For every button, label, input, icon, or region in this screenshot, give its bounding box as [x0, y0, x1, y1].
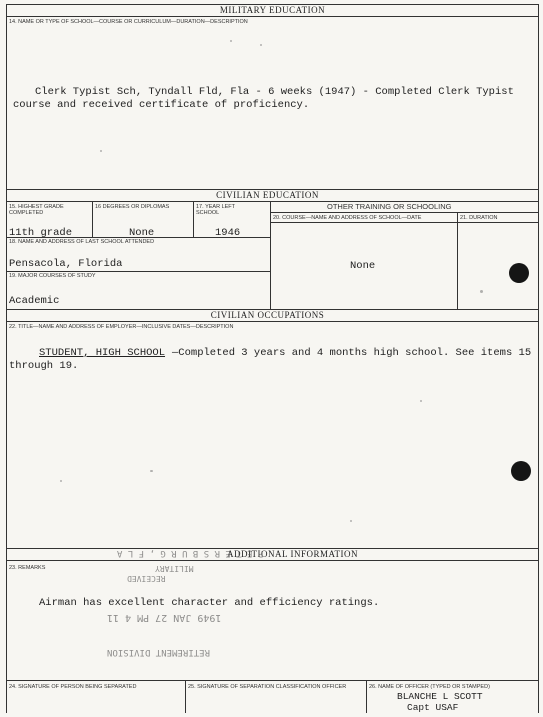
- field-22-label: 22. TITLE—NAME AND ADDRESS OF EMPLOYER—INCLUSIVE DATES—DESCRIPTION: [9, 324, 234, 330]
- paper-speck: [100, 150, 102, 152]
- field-16-label: 16 DEGREES OR DIPLOMAS: [95, 204, 170, 210]
- civilian-occupations-title: CIVILIAN OCCUPATIONS: [210, 310, 325, 320]
- received-stamp-date: 1949 JAN 27 PM 4 11: [107, 612, 222, 623]
- other-training-title: OTHER TRAINING OR SCHOOLING: [327, 202, 452, 211]
- officer-rank: Capt USAF: [407, 702, 459, 713]
- divider: [270, 222, 538, 223]
- field-23-label: 23. REMARKS: [9, 565, 46, 571]
- military-education-line-2: course and received certificate of proficiency.: [13, 99, 310, 111]
- received-stamp-top: P E T E R S B U R G , F L A: [117, 548, 264, 558]
- binder-hole-icon: [509, 263, 529, 283]
- paper-speck: [60, 480, 62, 482]
- field-20-label: 20. COURSE—NAME AND ADDRESS OF SCHOOL—DATE: [273, 215, 422, 221]
- field-15-value: 11th grade: [9, 227, 73, 239]
- military-education-line-1: Clerk Typist Sch, Tyndall Fld, Fla - 6 weeks (1947) - Completed Clerk Typist: [35, 86, 514, 98]
- divider: [7, 560, 538, 561]
- binder-hole-icon: [511, 461, 531, 481]
- field-19-value: Academic: [9, 295, 60, 307]
- occupation-description-line-2: through 19.: [9, 360, 79, 372]
- field-14-label: 14. NAME OR TYPE OF SCHOOL—COURSE OR CURRICULUM—DURATION—DESCRIPTION: [9, 19, 248, 25]
- occupation-description-line-1: —Completed 3 years and 4 months high school. See items 15: [172, 347, 532, 359]
- received-stamp-line-b: RECEIVED: [127, 574, 166, 583]
- divider: [185, 680, 186, 713]
- paper-speck: [420, 400, 422, 402]
- divider: [366, 680, 367, 713]
- field-24-label: 24. SIGNATURE OF PERSON BEING SEPARATED: [9, 684, 137, 690]
- divider: [7, 680, 538, 681]
- officer-name: BLANCHE L SCOTT: [397, 691, 483, 702]
- received-stamp-bottom: RETIREMENT DIVISION: [107, 647, 210, 657]
- paper-speck: [150, 470, 153, 472]
- divider: [270, 201, 271, 309]
- field-21-label: 21. DURATION: [460, 215, 498, 221]
- paper-speck: [350, 520, 352, 522]
- civilian-education-title: CIVILIAN EDUCATION: [216, 190, 319, 200]
- additional-information-title: ADDITIONAL INFORMATION: [227, 549, 358, 559]
- divider: [270, 212, 538, 213]
- divider: [457, 212, 458, 309]
- paper-speck: [260, 44, 262, 46]
- field-15-label: 15. HIGHEST GRADE COMPLETED: [9, 204, 64, 216]
- divider: [193, 201, 194, 237]
- received-stamp-line-a: MILITARY: [155, 564, 194, 573]
- divider: [7, 201, 538, 202]
- field-17-value: 1946: [215, 227, 241, 239]
- divider: [7, 16, 538, 17]
- field-18-value: Pensacola, Florida: [9, 258, 123, 270]
- remarks-text: Airman has excellent character and efficiency ratings.: [39, 597, 380, 609]
- field-18-label: 18. NAME AND ADDRESS OF LAST SCHOOL ATTENDED: [9, 239, 155, 245]
- field-16-value: None: [129, 227, 155, 239]
- paper-speck: [480, 290, 483, 293]
- military-education-title: MILITARY EDUCATION: [219, 5, 326, 15]
- divider: [7, 271, 270, 272]
- separation-form-page: [6, 4, 539, 713]
- paper-speck: [230, 40, 232, 42]
- divider: [92, 201, 93, 237]
- field-19-label: 19. MAJOR COURSES OF STUDY: [9, 273, 96, 279]
- divider: [7, 237, 270, 238]
- field-25-label: 25. SIGNATURE OF SEPARATION CLASSIFICATION OFFICER: [188, 684, 347, 690]
- field-26-label: 26. NAME OF OFFICER (TYPED OR STAMPED): [369, 684, 490, 690]
- field-17-label: 17. YEAR LEFT SCHOOL: [196, 204, 235, 216]
- divider: [7, 321, 538, 322]
- other-training-value: None: [350, 260, 376, 272]
- occupation-title: STUDENT, HIGH SCHOOL: [39, 347, 166, 359]
